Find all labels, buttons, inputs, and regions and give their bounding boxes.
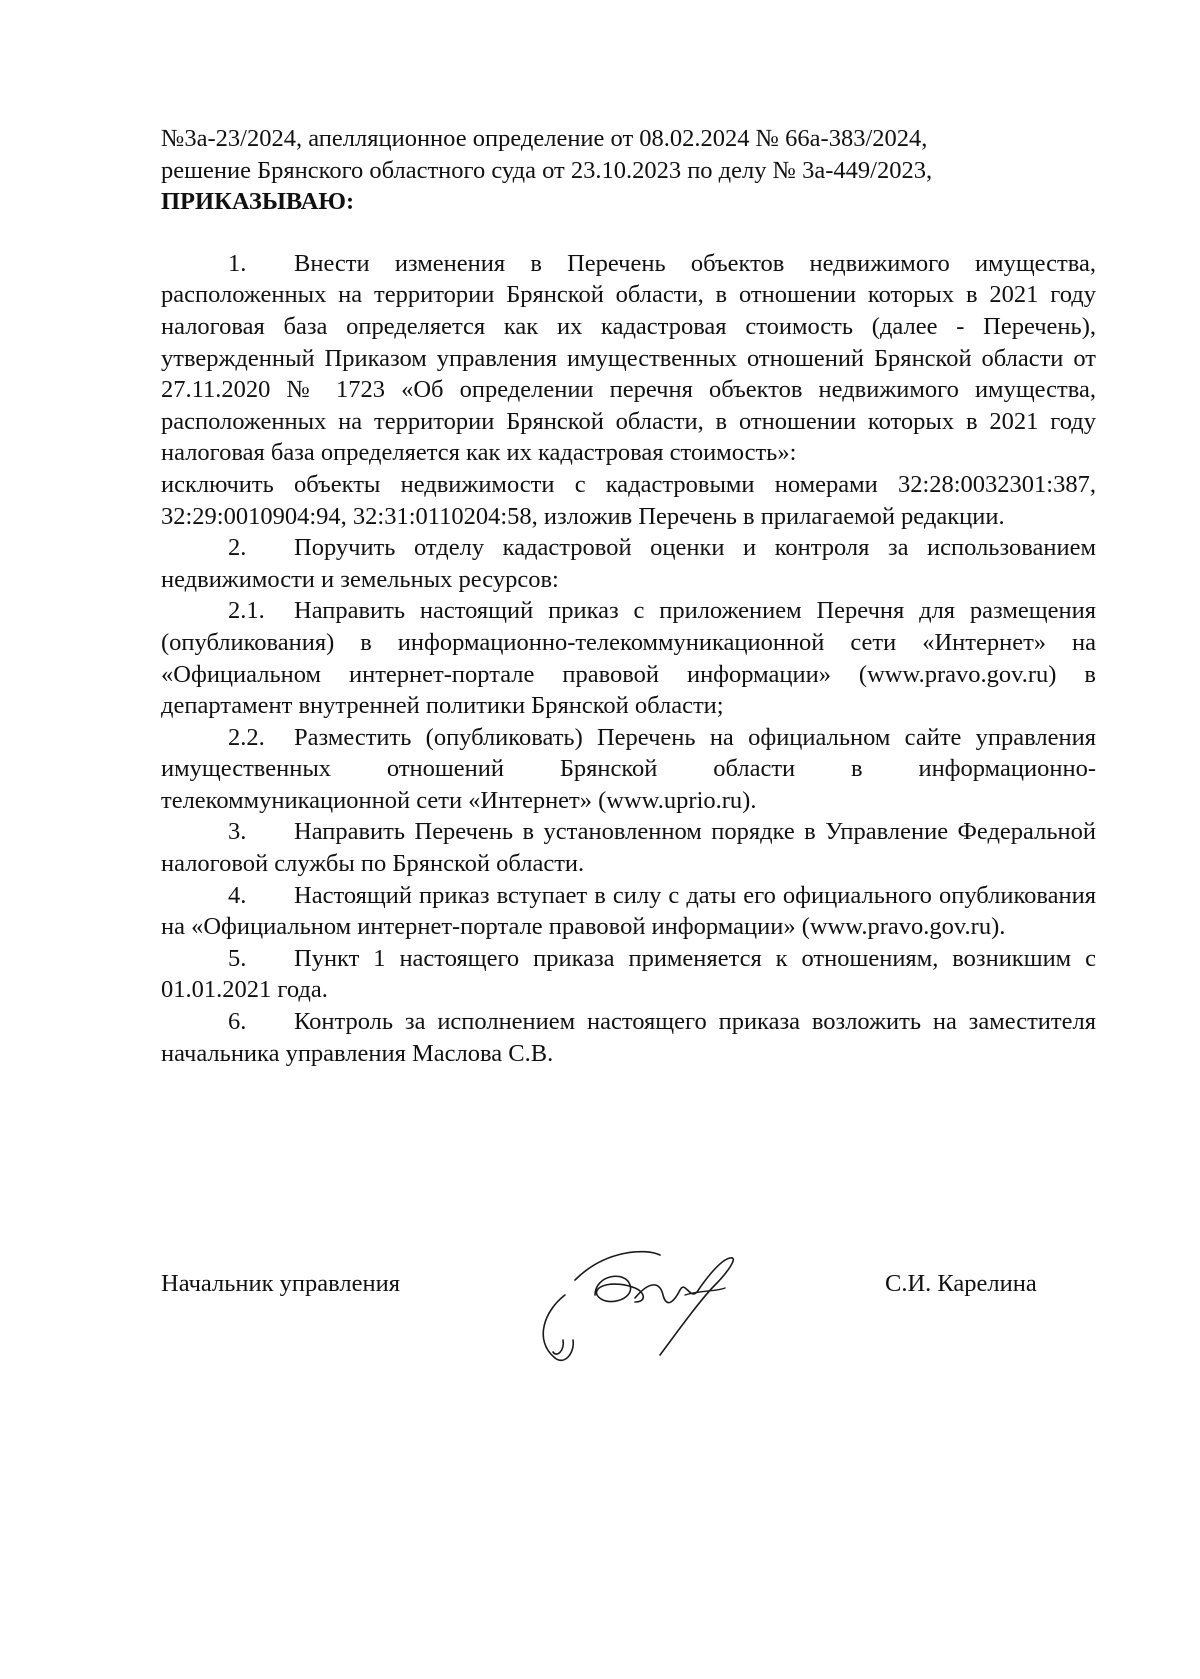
item-1-number: 1. <box>228 249 247 277</box>
item-2-number: 2. <box>228 534 247 562</box>
intro-line-2: решение Брянского областного суда от 23.10.2023 по делу № 3а-449/2023, <box>161 156 933 184</box>
intro-line-1: №3а-23/2024, апелляционное определение от 08.02.2024 № 66а-383/2024, <box>161 125 928 152</box>
item-2-text: Поручить отделу кадастровой оценки и контроля за использованием недвижимости и земельных ресурсов: <box>161 534 1096 593</box>
item-4-number: 4. <box>228 881 247 909</box>
item-6 <box>161 1006 1096 1069</box>
signatory-position: Начальник управления <box>161 1270 400 1297</box>
item-2-2-text: Разместить (опубликовать) Перечень на официальном сайте управления имущественных отношений Брянской области в информационно-телекоммуникационной сети «Интернет» (www.uprio.ru). <box>161 723 1096 814</box>
item-1-text: Внести изменения в Перечень объектов недвижимого имущества, расположенных на территории Брянской области, в отношении которых в 2021 году налоговая база определяется как их кадастровая стоимость (далее - Перечень), утвержденный Приказом управления имущественных отношений Брянской области от 27.11.2020 № 1723 «Об определении перечня объектов недвижимого имущества, расположенных на территории Брянской области, в отношении которых в 2021 году налоговая база определяется как их кадастровая стоимость»: <box>161 249 1096 467</box>
item-3 <box>161 816 1096 879</box>
item-2-2 <box>161 722 1096 817</box>
item-4-text: Настоящий приказ вступает в силу с даты его официального опубликования на «Официальном интернет-портале правовой информации» (www.pravo.gov.ru). <box>161 881 1096 941</box>
item-2-1-text: Направить настоящий приказ с приложением Перечня для размещения (опубликования) в информационно-телекоммуникационной сети «Интернет» на «Официальном интернет-портале правовой информации» (www.pravo.gov.ru) в департамент внутренней политики Брянской области; <box>161 597 1096 720</box>
item-3-number: 3. <box>228 818 247 846</box>
order-heading: ПРИКАЗЫВАЮ: <box>161 188 355 216</box>
item-2-1 <box>161 595 1096 721</box>
item-6-text: Контроль за исполнением настоящего приказа возложить на заместителя начальника управления Маслова С.В. <box>161 1008 1096 1067</box>
item-4 <box>161 880 1096 943</box>
signatory-name: С.И. Карелина <box>885 1270 1037 1297</box>
item-3-text: Направить Перечень в установленном порядке в Управление Федеральной налоговой службы по Брянской области. <box>161 818 1096 878</box>
handwritten-signature <box>535 1240 765 1370</box>
document-body <box>161 123 1096 1069</box>
item-6-number: 6. <box>228 1008 247 1036</box>
item-5-number: 5. <box>228 944 247 972</box>
item-2-2-number: 2.2. <box>228 723 265 751</box>
item-1-continuation: исключить объекты недвижимости с кадастровыми номерами 32:28:0032301:387, 32:29:0010904:94, 32:31:0110204:58, изложив Перечень в прилагаемой редакции. <box>161 470 1096 530</box>
item-2-1-number: 2.1. <box>228 597 265 625</box>
item-5 <box>161 943 1096 1006</box>
item-1 <box>161 248 1096 469</box>
item-5-text: Пункт 1 настоящего приказа применяется к отношениям, возникшим с 01.01.2021 года. <box>161 944 1096 1004</box>
item-2 <box>161 532 1096 595</box>
